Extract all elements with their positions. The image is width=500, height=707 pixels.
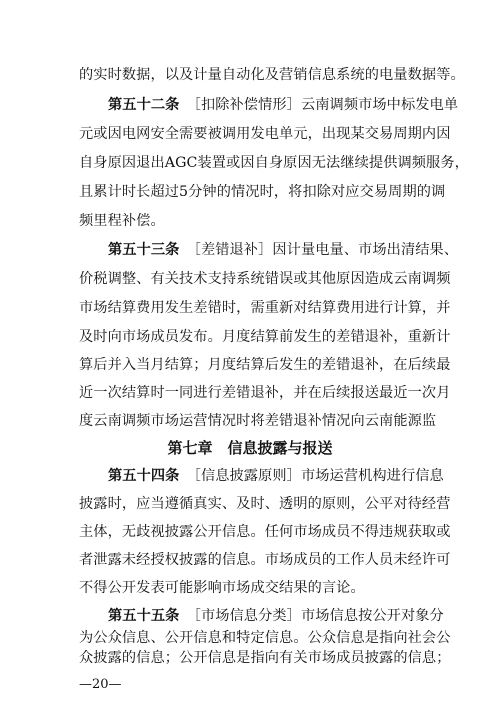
text-line: 自身原因退出AGC装置或因自身原因无法继续提供调频服务， <box>79 155 469 171</box>
text-line: 价税调整、有关技术支持系统错误或其他原因造成云南调频 <box>79 271 451 287</box>
article-55-title: ［市场信息分类］市场信息按公开对象分 <box>193 608 444 624</box>
text-line: 且累计时长超过5分钟的情况时，将扣除对应交易周期的调 <box>79 184 446 200</box>
article-55-number: 第五十五条 <box>108 608 180 624</box>
text-line: 的实时数据，以及计量自动化及营销信息系统的电量数据等。 <box>79 67 465 83</box>
text-line: 市场结算费用发生差错时，需重新对结算费用进行计算，并 <box>79 300 451 316</box>
text-line: 众披露的信息；公开信息是指向有关市场成员披露的信息； <box>79 650 451 666</box>
page-number: —20— <box>79 677 122 692</box>
article-52-number: 第五十二条 <box>108 97 180 113</box>
chapter-heading: 第七章 信息披露与报送 <box>167 439 333 457</box>
text-line: 频里程补偿。 <box>79 213 165 229</box>
article-54-number: 第五十四条 <box>108 468 180 484</box>
article-53-number: 第五十三条 <box>108 242 180 258</box>
article-54-title: ［信息披露原则］市场运营机构进行信息 <box>193 468 444 484</box>
article-52-title: ［扣除补偿情形］云南调频市场中标发电单 <box>193 97 459 113</box>
text-line: 披露时，应当遵循真实、及时、透明的原则，公平对待经营 <box>79 496 451 512</box>
text-line: 者泄露未经授权披露的信息。市场成员的工作人员未经许可 <box>79 552 451 568</box>
text-line: 度云南调频市场运营情况时将差错退补情况向云南能源监 <box>79 413 437 429</box>
text-line: 及时向市场成员发布。月度结算前发生的差错退补，重新计 <box>79 329 451 345</box>
text-line: 主体，无歧视披露公开信息。任何市场成员不得违规获取或 <box>79 524 451 540</box>
text-line: 元或因电网安全需要被调用发电单元，出现某交易周期内因 <box>79 126 451 142</box>
article-54-first-line <box>108 466 444 486</box>
text-line: 不得公开发表可能影响市场成交结果的言论。 <box>79 580 365 596</box>
text-line: 为公众信息、公开信息和特定信息。公众信息是指向社会公 <box>79 630 451 646</box>
article-55-first-line <box>108 606 444 626</box>
article-53-title: ［差错退补］因计量电量、市场出清结果、 <box>193 242 459 258</box>
text-line: 近一次结算时一同进行差错退补，并在后续报送最近一次月 <box>79 385 451 401</box>
text-line: 算后并入当月结算；月度结算后发生的差错退补，在后续最 <box>79 357 451 373</box>
article-53-first-line <box>108 240 458 260</box>
article-52-first-line <box>108 95 458 115</box>
